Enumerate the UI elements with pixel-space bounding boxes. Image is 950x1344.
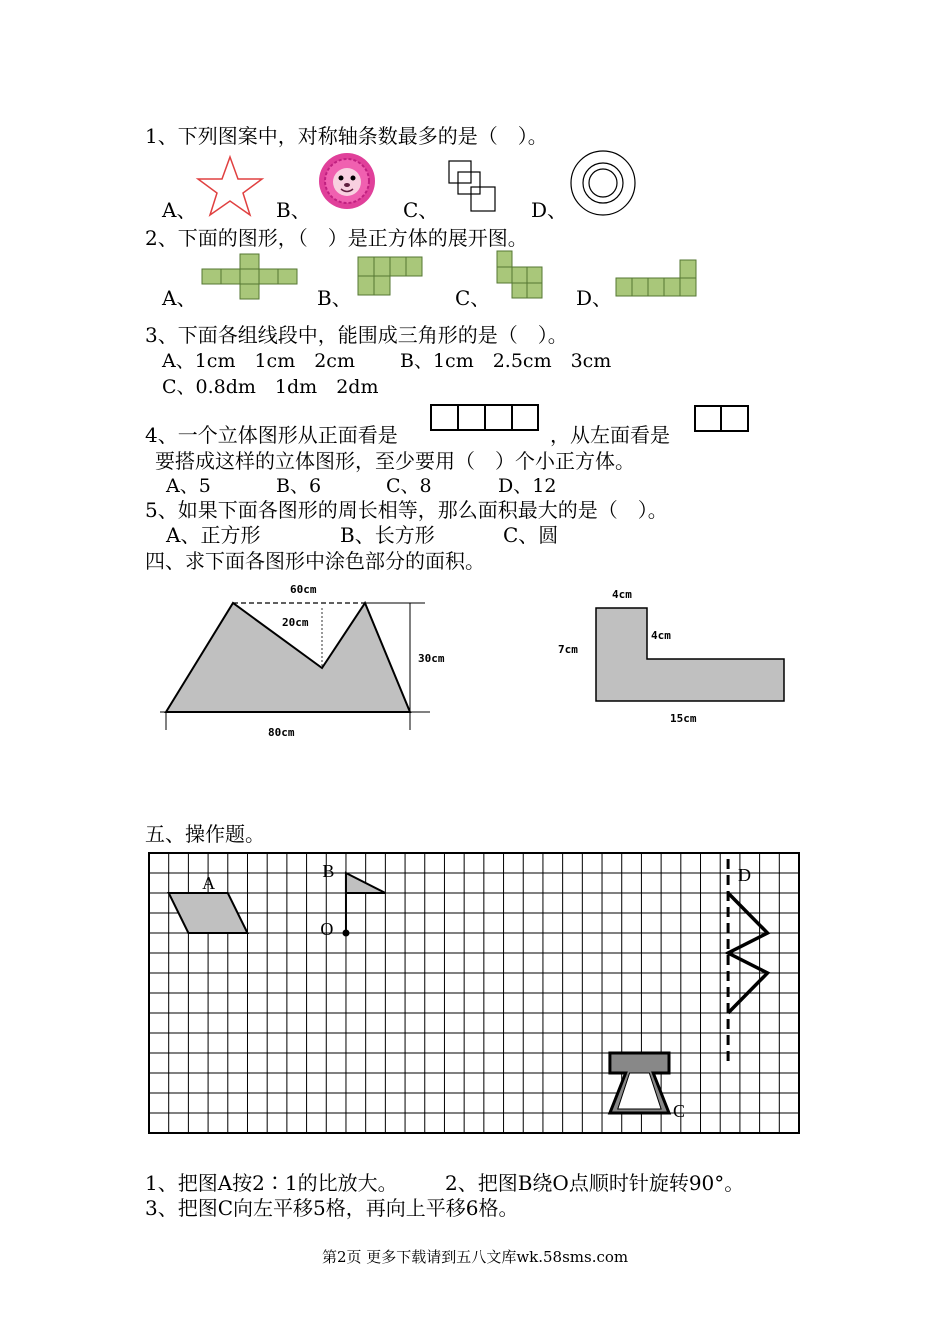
q3-option-c: C、0.8dm 1dm 2dm [162, 376, 379, 398]
q5-option-b: B、长方形 [340, 523, 435, 547]
label-b: B [322, 861, 335, 881]
q1-option-a: A、 [162, 198, 197, 222]
cube-net-d [615, 259, 699, 299]
q3-option-b: B、1cm 2.5cm 3cm [400, 350, 612, 372]
q2-option-c: C、 [455, 286, 491, 310]
q4-option-c: C、8 [386, 475, 432, 497]
figure-mountain [160, 578, 460, 743]
q4-option-b: B、6 [276, 475, 322, 497]
q5-option-c: C、圆 [503, 523, 559, 547]
footer: 第2页 更多下载请到五八文库wk.58sms.com [322, 1248, 629, 1266]
q2-option-d: D、 [576, 286, 613, 310]
q4-option-a: A、5 [166, 475, 211, 497]
label-15cm: 15cm [670, 712, 697, 725]
label-30cm: 30cm [418, 652, 445, 665]
task-1: 1、把图A按2∶1的比放大。 [145, 1171, 398, 1195]
label-o: O [320, 919, 334, 939]
label-20cm: 20cm [282, 616, 309, 629]
q4-text-part1: 4、一个立体图形从正面看是 [145, 423, 398, 447]
section5-title: 五、操作题。 [145, 822, 265, 846]
q5-option-a: A、正方形 [166, 523, 261, 547]
q4-text-part2: ，从左面看是 [550, 423, 670, 447]
overlapping-squares-icon [448, 160, 498, 212]
section4-title: 四、求下面各图形中涂色部分的面积。 [145, 549, 485, 573]
label-80cm: 80cm [268, 726, 295, 739]
label-60cm: 60cm [290, 583, 317, 596]
q1-text: 1、下列图案中，对称轴条数最多的是（ ）。 [145, 124, 548, 148]
q1-option-b: B、 [276, 198, 311, 222]
q2-option-b: B、 [317, 286, 352, 310]
task-2: 2、把图B绕O点顺时针旋转90°。 [445, 1171, 745, 1195]
label-a: A [202, 873, 216, 893]
left-view-icon [694, 405, 750, 433]
front-view-icon [430, 404, 540, 432]
q4-option-d: D、12 [498, 475, 557, 497]
figure-a-parallelogram [169, 893, 248, 933]
q4-line2: 要搭成这样的立体图形，至少要用（ ）个小正方体。 [155, 449, 635, 473]
q1-option-d: D、 [531, 198, 568, 222]
label-7cm: 7cm [558, 643, 578, 656]
point-o [342, 930, 349, 937]
figure-l-shape [550, 585, 800, 730]
operation-grid [148, 852, 800, 1134]
lion-face-icon [318, 152, 376, 210]
cube-net-b [357, 256, 423, 298]
q2-text: 2、下面的图形，（ ）是正方体的展开图。 [145, 226, 528, 250]
q2-option-a: A、 [162, 286, 197, 310]
concentric-circles-icon [570, 150, 636, 216]
label-4cm-inner: 4cm [651, 629, 671, 642]
label-4cm-top: 4cm [612, 588, 632, 601]
q1-option-c: C、 [403, 198, 439, 222]
q3-option-a: A、1cm 1cm 2cm [162, 350, 355, 372]
q5-text: 5、如果下面各图形的周长相等，那么面积最大的是（ ）。 [145, 498, 668, 522]
cube-net-a [200, 254, 300, 300]
label-c: C [672, 1101, 685, 1121]
label-d: D [737, 865, 751, 885]
q3-text: 3、下面各组线段中，能围成三角形的是（ ）。 [145, 323, 568, 347]
cube-net-c [496, 250, 546, 300]
star-icon [195, 155, 265, 215]
task-3: 3、把图C向左平移5格，再向上平移6格。 [145, 1196, 519, 1220]
